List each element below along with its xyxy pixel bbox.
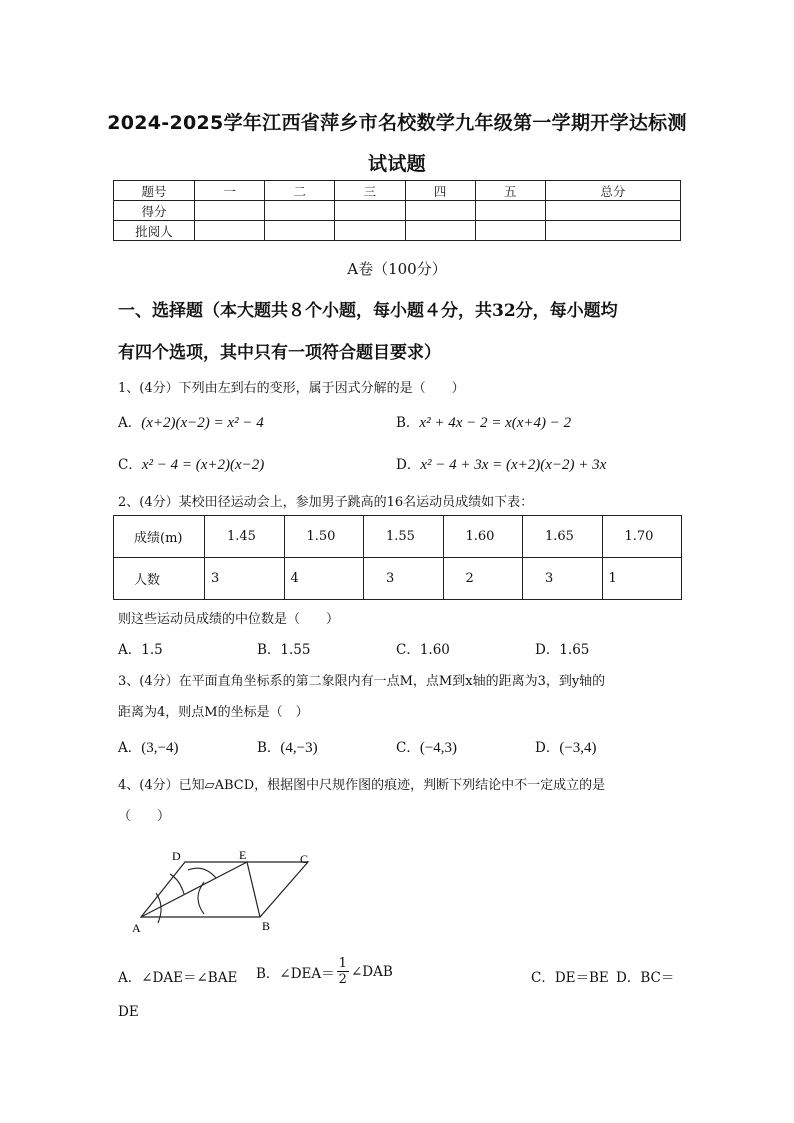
q1-option-b[interactable] <box>396 411 571 432</box>
table-cell: 1 <box>602 558 682 600</box>
option-expression: (−4,3) <box>419 740 458 756</box>
q4-option-a[interactable]: A．∠DAE＝∠BAE <box>118 970 238 986</box>
q3-option-a[interactable] <box>118 736 178 757</box>
score-cell[interactable] <box>405 201 475 221</box>
option-expression: (4,−3) <box>280 740 318 756</box>
option-expression: (3,−4) <box>141 740 179 756</box>
point-label-e: E <box>239 848 247 862</box>
table-cell: 3 <box>523 558 603 600</box>
score-header-cell: 五 <box>475 181 545 201</box>
question-4-stem-continued: （ ） <box>118 809 171 824</box>
option-label: B． <box>257 740 281 756</box>
score-row-label: 批阅人 <box>114 221 195 241</box>
option-label: D． <box>535 740 560 756</box>
score-header-cell: 题号 <box>114 181 195 201</box>
table-cell: 3 <box>205 558 285 600</box>
option-text: ∠DAB <box>350 963 393 980</box>
q4-option-b[interactable] <box>256 956 393 987</box>
option-label: D． <box>396 457 421 473</box>
question-3-stem-continued: 距离为4，则点M的坐标是（ ） <box>118 705 309 720</box>
table-cell: 1.45 <box>205 516 285 558</box>
q3-option-d[interactable] <box>535 736 597 757</box>
score-header-cell: 一 <box>195 181 265 201</box>
page-title: 2024-2025学年江西省萍乡市名校数学九年级第一学期开学达标测 <box>107 112 687 134</box>
table-cell: 1.70 <box>602 516 682 558</box>
q1-option-c[interactable] <box>118 453 264 474</box>
table-row-label: 成绩(m) <box>114 516 205 558</box>
score-cell[interactable] <box>265 221 335 241</box>
score-table-header-row <box>114 181 681 201</box>
q3-option-b[interactable] <box>257 736 318 757</box>
q2-option-a[interactable]: A．1.5 <box>118 642 163 658</box>
parallelogram-abcd <box>141 862 308 917</box>
option-text: B．∠DEA＝ <box>256 965 335 982</box>
score-header-cell: 四 <box>405 181 475 201</box>
question-3-stem: 3、(4分）在平面直角坐标系的第二象限内有一点M，点M到x轴的距离为3，到y轴的 <box>118 674 606 689</box>
vertex-label-c: C <box>300 852 309 866</box>
table-row-label: 人数 <box>114 558 205 600</box>
question-4-stem: 4、(4分）已知▱ABCD，根据图中尺规作图的痕迹，判断下列结论中不一定成立的是 <box>118 778 606 793</box>
construction-arc <box>188 868 216 878</box>
score-header-cell: 二 <box>265 181 335 201</box>
construction-arc <box>170 874 184 894</box>
fraction-half <box>337 956 349 987</box>
section-heading-continued: 有四个选项，其中只有一项符合题目要求） <box>118 343 441 363</box>
option-expression: x² + 4x − 2 = x(x+4) − 2 <box>419 415 572 431</box>
score-cell[interactable] <box>405 221 475 241</box>
score-cell[interactable] <box>475 201 545 221</box>
vertex-label-d: D <box>172 849 181 863</box>
table-cell: 1.60 <box>443 516 523 558</box>
jump-results-table <box>113 515 682 600</box>
score-table <box>113 180 681 241</box>
option-label: C． <box>118 457 142 473</box>
score-cell[interactable] <box>545 201 680 221</box>
option-label: C． <box>396 740 420 756</box>
vertex-label-b: B <box>262 919 271 933</box>
volume-heading: A卷（100分） <box>347 260 447 278</box>
question-2-followup: 则这些运动员成绩的中位数是（ ） <box>118 612 340 627</box>
q4-option-c[interactable]: C．DE＝BE <box>531 970 609 986</box>
score-cell[interactable] <box>335 221 405 241</box>
table-cell: 2 <box>443 558 523 600</box>
q1-option-d[interactable] <box>396 453 606 474</box>
score-cell[interactable] <box>335 201 405 221</box>
segment-ae <box>141 862 247 917</box>
table-cell: 1.50 <box>284 516 364 558</box>
score-cell[interactable] <box>545 221 680 241</box>
option-expression: (x+2)(x−2) = x² − 4 <box>141 415 264 431</box>
question-1-stem: 1、(4分）下列由左到右的变形，属于因式分解的是（ ） <box>118 381 465 396</box>
table-row <box>114 558 682 600</box>
vertex-label-a: A <box>132 921 141 935</box>
segment-eb <box>247 862 260 917</box>
question-2-stem: 2、(4分）某校田径运动会上，参加男子跳高的16名运动员成绩如下表： <box>118 495 534 510</box>
score-cell[interactable] <box>475 221 545 241</box>
page-title-continued: 试试题 <box>368 153 426 175</box>
table-cell: 1.65 <box>523 516 603 558</box>
parallelogram-figure <box>118 840 328 940</box>
q3-option-c[interactable] <box>396 736 457 757</box>
score-row-label: 得分 <box>114 201 195 221</box>
score-cell[interactable] <box>195 201 265 221</box>
table-cell: 1.55 <box>364 516 444 558</box>
table-cell: 4 <box>284 558 364 600</box>
option-expression: x² − 4 = (x+2)(x−2) <box>141 457 265 473</box>
score-table-row <box>114 221 681 241</box>
table-row <box>114 516 682 558</box>
q4-option-d[interactable]: D．BC＝ <box>616 970 675 986</box>
section-heading: 一、选择题（本大题共８个小题，每小题４分，共32分，每小题均 <box>118 301 618 321</box>
score-table-row <box>114 201 681 221</box>
q2-option-c[interactable]: C．1.60 <box>396 642 450 658</box>
option-label: A． <box>118 740 142 756</box>
fraction-numerator: 1 <box>338 956 347 971</box>
table-cell: 3 <box>364 558 444 600</box>
option-expression: x² − 4 + 3x = (x+2)(x−2) + 3x <box>420 457 607 473</box>
q1-option-a[interactable] <box>118 411 264 432</box>
score-cell[interactable] <box>265 201 335 221</box>
score-cell[interactable] <box>195 221 265 241</box>
score-header-cell: 三 <box>335 181 405 201</box>
q2-option-d[interactable]: D．1.65 <box>535 642 590 658</box>
q2-option-b[interactable]: B．1.55 <box>257 642 311 658</box>
option-expression: (−3,4) <box>559 740 597 756</box>
option-label: A． <box>118 415 142 431</box>
score-header-cell: 总分 <box>545 181 680 201</box>
q4-option-d-continued: DE <box>118 1004 139 1020</box>
option-label: B． <box>396 415 420 431</box>
fraction-denominator: 2 <box>338 972 347 987</box>
